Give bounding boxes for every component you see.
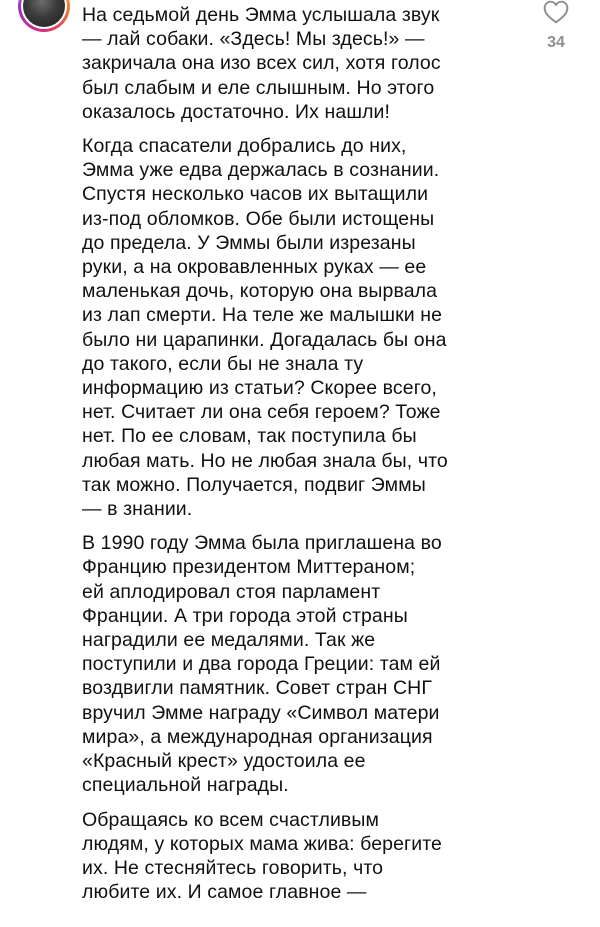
comment-paragraph-4: Обращаясь ко всем счастливым людям, у которых мама жива: берегите их. Не стесняйтесь говорить, что любите их. И самое главное — <box>82 808 442 904</box>
like-count: 34 <box>547 34 565 51</box>
heart-outline-icon[interactable] <box>543 0 569 24</box>
avatar-photo <box>23 0 65 27</box>
comment-paragraph-1: На седьмой день Эмма услышала звук — лай собаки. «Здесь! Мы здесь!» — закричала она изо всех сил, хотя голос был слабым и еле слышным. Но этого оказалось достаточно. Их нашли! <box>82 4 441 123</box>
like-control <box>536 0 576 52</box>
avatar[interactable] <box>18 0 70 32</box>
avatar-ring <box>21 0 67 29</box>
comment-paragraph-3: В 1990 году Эмма была приглашена во Францию президентом Миттераном; ей аплодировал стоя парламент Франции. А три города этой страны наградили ее медалями. Так же поступили и два города Греции: там ей воздвигли памятник. Совет стран СНГ вручил Эмме награду «Символ матери мира», а международная организация «Красный крест» удостоила ее специальной награды. <box>82 532 442 797</box>
comment-paragraph-2: Когда спасатели добрались до них, Эмма уже едва держалась в сознании. Спустя несколько часов их вытащили из-под обломков. Обе были истощены до предела. У Эммы были изрезаны руки, а на окровавленных руках — ее маленькая дочь, которую она вырвала из лап смерти. На теле же малышки не было ни царапинки. Догадалась бы она до такого, если бы не знала ту информацию из статьи? Скорее всего, нет. Считает ли она себя героем? Тоже нет. По ее словам, так поступила бы любая мать. Но не любая знала бы, что так можно. Получается, подвиг Эммы — в знании. <box>82 135 448 521</box>
comment-text <box>82 3 522 914</box>
